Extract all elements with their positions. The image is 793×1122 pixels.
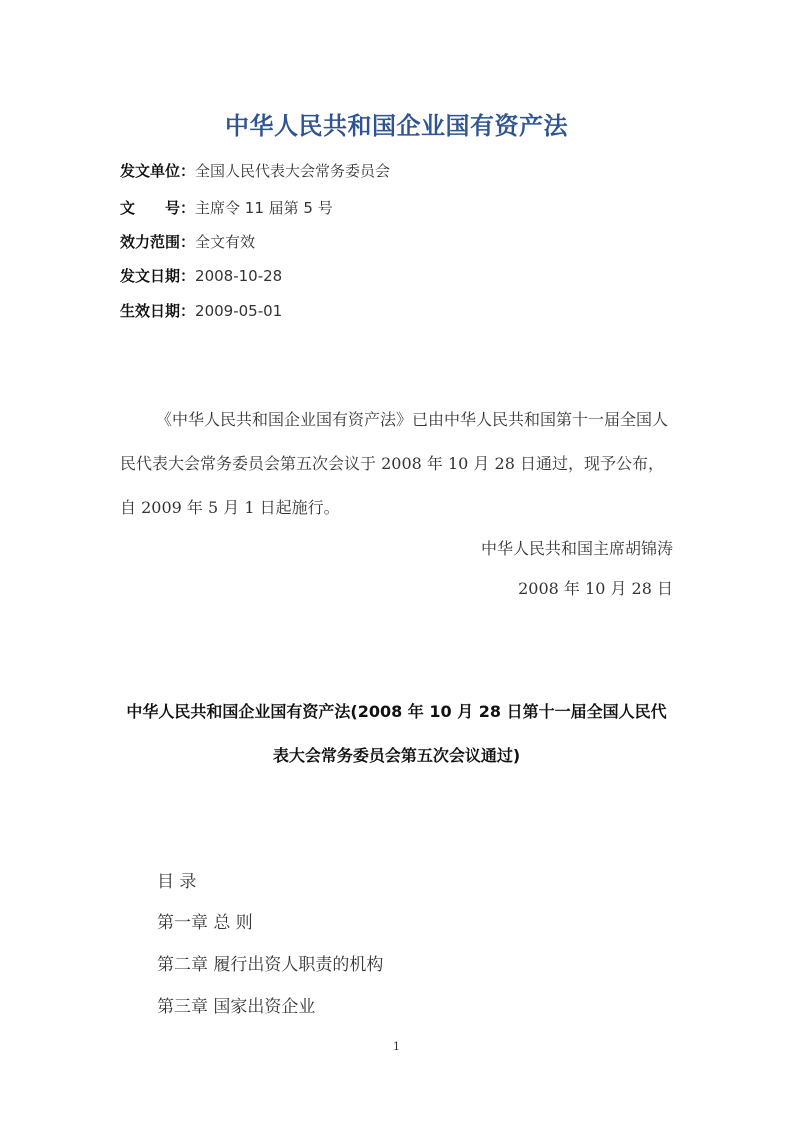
signature: 中华人民共和国主席胡锦涛	[480, 539, 673, 558]
meta-value: 主席令 11 届第 5 号	[195, 199, 333, 217]
meta-key: 生效日期	[120, 302, 181, 320]
toc-item: 第三章 国家出资企业	[157, 997, 316, 1017]
meta-row-effective-date: 生效日期：2009-05-01	[120, 302, 283, 320]
meta-value: 2009-05-01	[195, 302, 283, 320]
toc-item: 第一章 总 则	[157, 913, 253, 933]
meta-row-doc-number: 文 号：主席令 11 届第 5 号	[120, 199, 333, 217]
document-title: 中华人民共和国企业国有资产法	[225, 112, 568, 140]
page-number: 1	[393, 1040, 400, 1053]
meta-value: 2008-10-28	[195, 267, 283, 285]
section-heading: 中华人民共和国企业国有资产法(2008 年 10 月 28 日第十一届全国人民代表大会常务委员会第五次会议通过)	[126, 702, 667, 765]
signature-date: 2008 年 10 月 28 日	[518, 579, 673, 598]
toc-heading: 目 录	[157, 872, 197, 892]
meta-key: 效力范围	[120, 233, 181, 251]
intro-paragraph: 《中华人民共和国企业国有资产法》已由中华人民共和国第十一届全国人民代表大会常务委员会第五次会议于 2008 年 10 月 28 日通过，现予公布，自 2009 年 5 月 1 日起施行。	[120, 410, 669, 517]
meta-key: 文 号	[120, 199, 181, 217]
meta-row-issuer: 发文单位：全国人民代表大会常务委员会	[120, 162, 391, 180]
meta-value: 全文有效	[195, 233, 256, 251]
meta-key: 发文单位	[120, 162, 181, 180]
meta-key: 发文日期	[120, 267, 181, 285]
toc-item: 第二章 履行出资人职责的机构	[157, 955, 384, 975]
meta-row-scope: 效力范围：全文有效	[120, 233, 256, 251]
meta-value: 全国人民代表大会常务委员会	[195, 162, 391, 180]
meta-row-issue-date: 发文日期：2008-10-28	[120, 267, 283, 285]
